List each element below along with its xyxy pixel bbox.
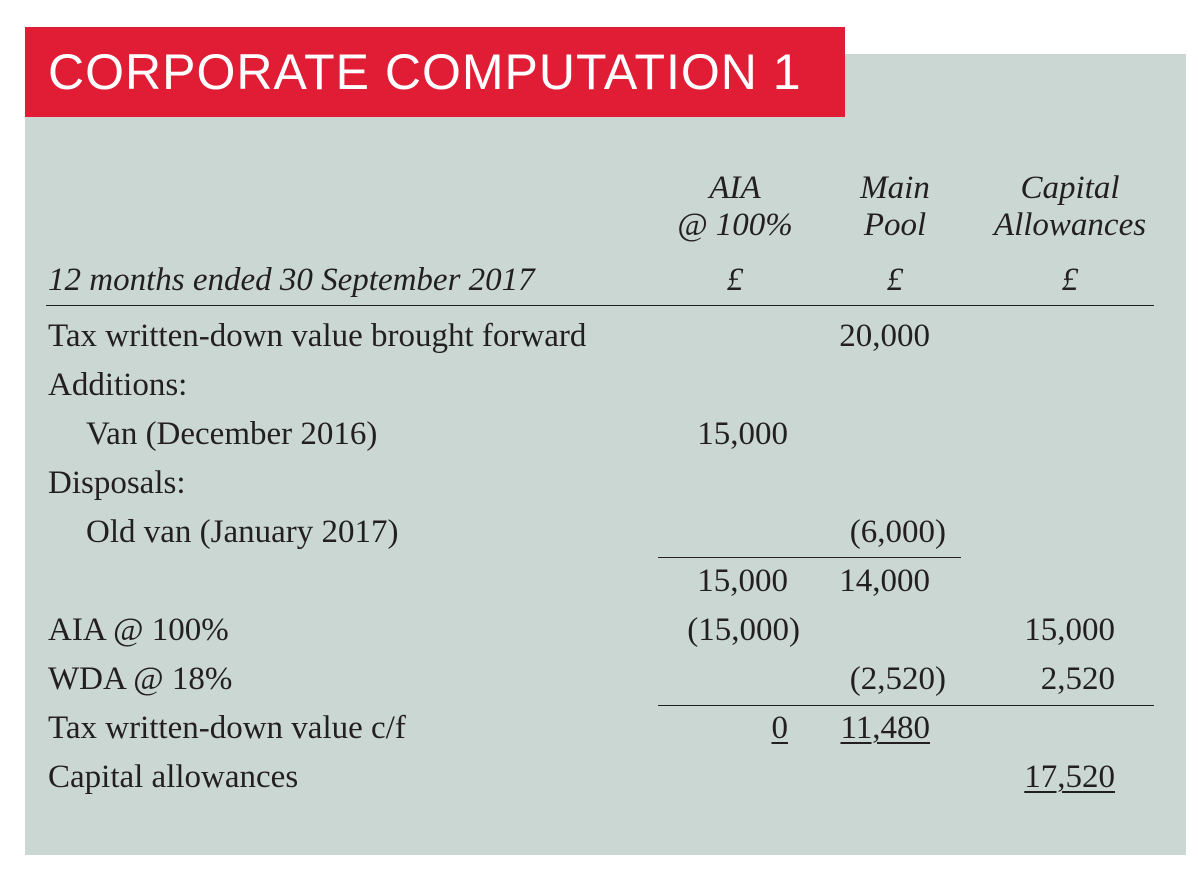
row-label: Old van (January 2017) <box>86 514 399 550</box>
aia-value: (15,000) <box>687 612 800 648</box>
row-label: Tax written-down value c/f <box>48 710 406 746</box>
row-label: Additions: <box>48 367 188 403</box>
row-label: Capital allowances <box>48 759 299 795</box>
main-pool-value: 14,000 <box>839 563 930 599</box>
col-main-header-line2: Pool <box>863 207 927 243</box>
col-ca-unit: £ <box>1061 262 1079 298</box>
row-label: Tax written-down value brought forward <box>48 318 587 354</box>
col-ca-header-line1: Capital <box>1020 170 1120 206</box>
main-pool-value: (6,000) <box>849 514 946 550</box>
col-aia-header-line2: @ 100% <box>677 207 793 243</box>
capital-allowances-total: 17,520 <box>1024 759 1115 795</box>
col-main-header-line1: Main <box>860 170 930 206</box>
row-label: Disposals: <box>48 465 186 501</box>
main-pool-value: 11,480 <box>840 710 930 746</box>
header-rule <box>46 305 1154 306</box>
row-label: AIA @ 100% <box>48 612 229 648</box>
main-pool-value: 20,000 <box>839 318 930 354</box>
page-title: CORPORATE COMPUTATION 1 <box>48 44 802 100</box>
col-aia-header-line1: AIA <box>709 170 761 206</box>
total-rule <box>658 705 1154 706</box>
row-label: WDA @ 18% <box>48 661 233 697</box>
row-label: Van (December 2016) <box>86 416 378 452</box>
period-label: 12 months ended 30 September 2017 <box>48 262 535 298</box>
main-pool-value: (2,520) <box>849 661 946 697</box>
col-ca-header-line2: Allowances <box>993 207 1147 243</box>
subtotal-rule <box>658 557 961 558</box>
capital-allowances-value: 2,520 <box>1040 661 1115 697</box>
col-aia-unit: £ <box>726 262 744 298</box>
col-main-unit: £ <box>886 262 904 298</box>
aia-value: 0 <box>771 710 788 746</box>
aia-value: 15,000 <box>697 416 788 452</box>
capital-allowances-value: 15,000 <box>1024 612 1115 648</box>
aia-value: 15,000 <box>697 563 788 599</box>
